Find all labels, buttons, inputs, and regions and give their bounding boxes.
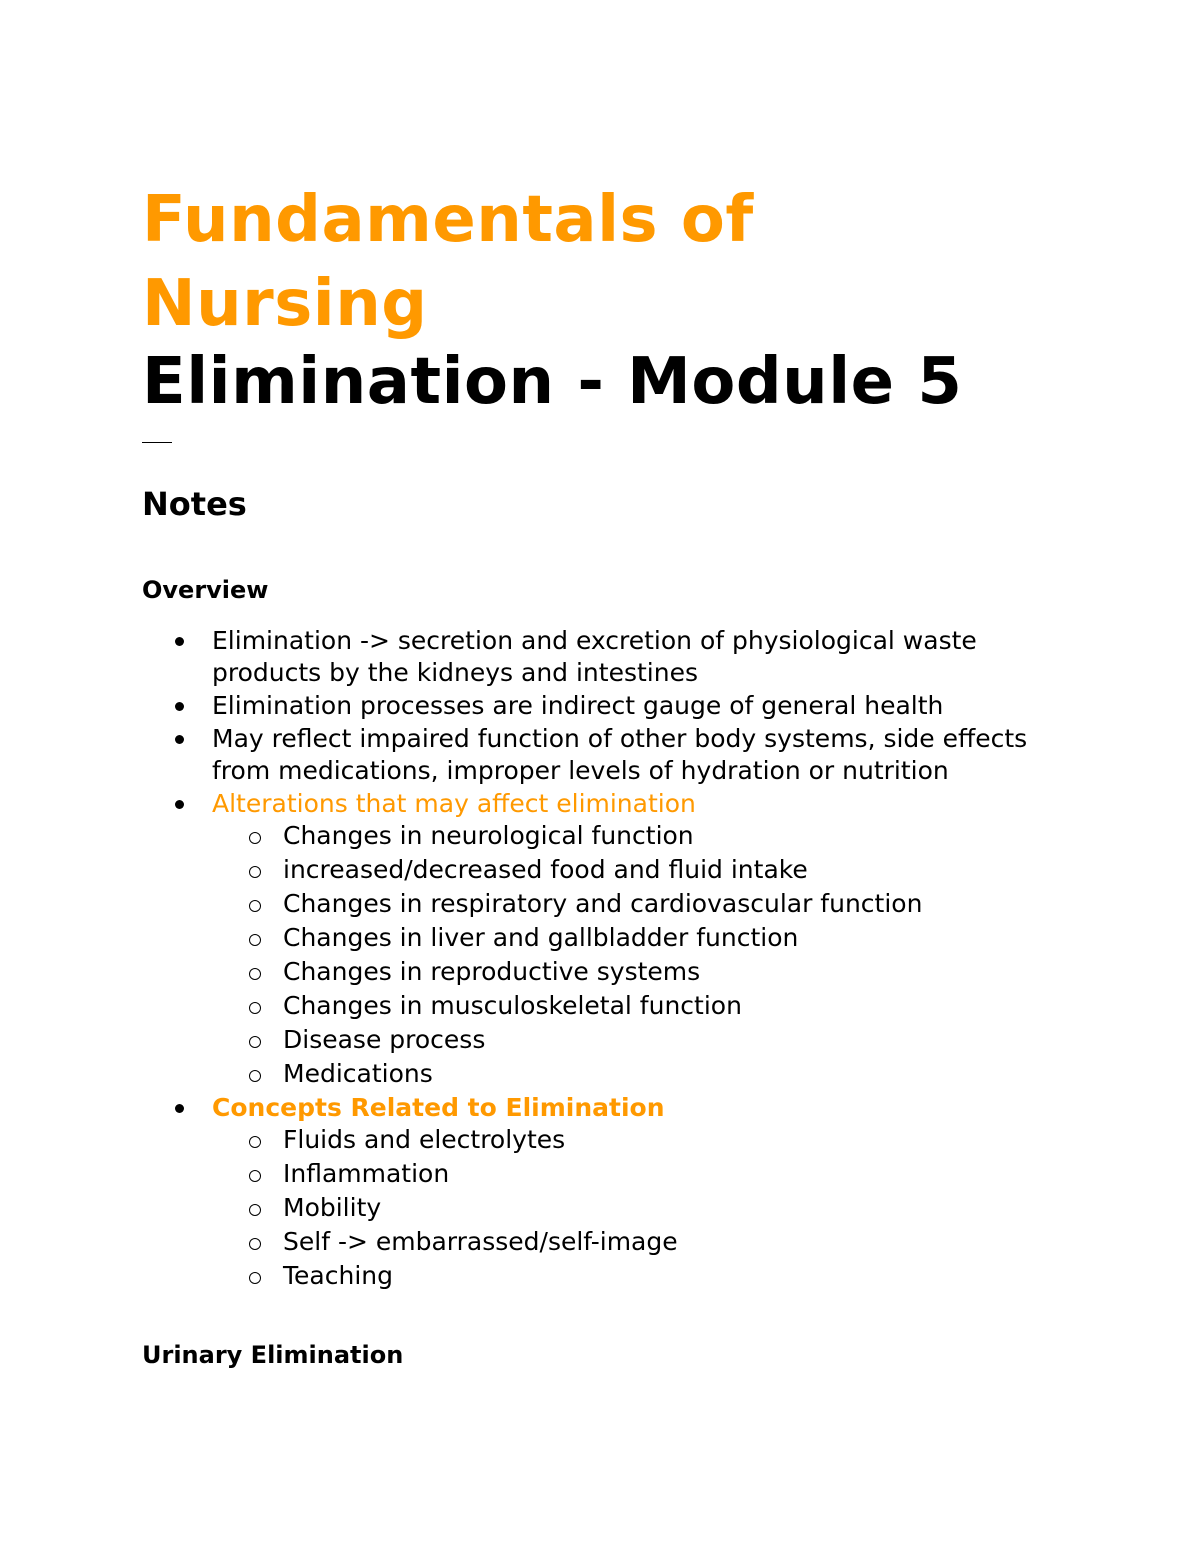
circle-bullet-icon [249, 1136, 261, 1148]
overview-list [142, 625, 1082, 1294]
sublist-item [212, 1226, 1082, 1258]
list-item [142, 723, 1082, 787]
sublist-item [212, 1024, 1082, 1056]
sublist-item [212, 990, 1082, 1022]
circle-bullet-icon [249, 832, 261, 844]
title-line-2: Nursing [142, 267, 428, 341]
circle-bullet-icon [249, 1204, 261, 1216]
sublist-item [212, 956, 1082, 988]
circle-bullet-icon [249, 1238, 261, 1250]
circle-bullet-icon [249, 1170, 261, 1182]
circle-bullet-icon [249, 1036, 261, 1048]
document-subtitle: Elimination - Module 5 [142, 345, 963, 419]
sublist-item [212, 922, 1082, 954]
circle-bullet-icon [249, 866, 261, 878]
notes-heading: Notes [142, 485, 247, 523]
sublist-item-text: Fluids and electrolytes [283, 1125, 566, 1154]
sublist-item-text: Changes in liver and gallbladder function [283, 923, 799, 952]
document-title [142, 178, 754, 346]
alterations-sublist [212, 820, 1082, 1090]
sublist-item [212, 1058, 1082, 1090]
sublist-item [212, 888, 1082, 920]
bullet-icon [175, 735, 184, 744]
sublist-item-text: Disease process [283, 1025, 486, 1054]
circle-bullet-icon [249, 900, 261, 912]
sublist-item [212, 1192, 1082, 1224]
bullet-icon [175, 1104, 184, 1113]
sublist-item [212, 1158, 1082, 1190]
sublist-item-text: Inflammation [283, 1159, 450, 1188]
overview-heading: Overview [142, 576, 269, 604]
list-item-text: Elimination -> secretion and excretion of physiological waste products by the kidneys and intestines [212, 626, 977, 687]
sublist-item-text: Medications [283, 1059, 433, 1088]
sublist-item [212, 1260, 1082, 1292]
list-item [142, 690, 1082, 722]
sublist-item-text: Mobility [283, 1193, 382, 1222]
list-item [142, 625, 1082, 689]
bullet-icon [175, 702, 184, 711]
sublist-item [212, 1124, 1082, 1156]
sublist-item-text: Changes in reproductive systems [283, 957, 701, 986]
sublist-item-text: Changes in neurological function [283, 821, 694, 850]
list-item-text: Elimination processes are indirect gauge of general health [212, 691, 944, 720]
sublist-item-text: Self -> embarrassed/self-image [283, 1227, 678, 1256]
bullet-icon [175, 800, 184, 809]
circle-bullet-icon [249, 968, 261, 980]
concepts-label: Concepts Related to Elimination [212, 1093, 665, 1122]
title-divider [142, 442, 172, 443]
sublist-item-text: Changes in musculoskeletal function [283, 991, 742, 1020]
alterations-label: Alterations that may affect elimination [212, 789, 696, 818]
title-line-1: Fundamentals of [142, 183, 754, 257]
sublist-item [212, 820, 1082, 852]
sublist-item-text: increased/decreased food and fluid intake [283, 855, 808, 884]
concepts-item [142, 1092, 1082, 1292]
sublist-item [212, 854, 1082, 886]
list-item-text: May reflect impaired function of other body systems, side effects from medications, improper levels of hydration or nutrition [212, 724, 1028, 785]
circle-bullet-icon [249, 934, 261, 946]
urinary-elimination-heading: Urinary Elimination [142, 1341, 404, 1369]
sublist-item-text: Teaching [283, 1261, 393, 1290]
circle-bullet-icon [249, 1070, 261, 1082]
circle-bullet-icon [249, 1002, 261, 1014]
sublist-item-text: Changes in respiratory and cardiovascular function [283, 889, 923, 918]
circle-bullet-icon [249, 1272, 261, 1284]
alterations-item [142, 788, 1082, 1090]
concepts-sublist [212, 1124, 1082, 1292]
bullet-icon [175, 637, 184, 646]
